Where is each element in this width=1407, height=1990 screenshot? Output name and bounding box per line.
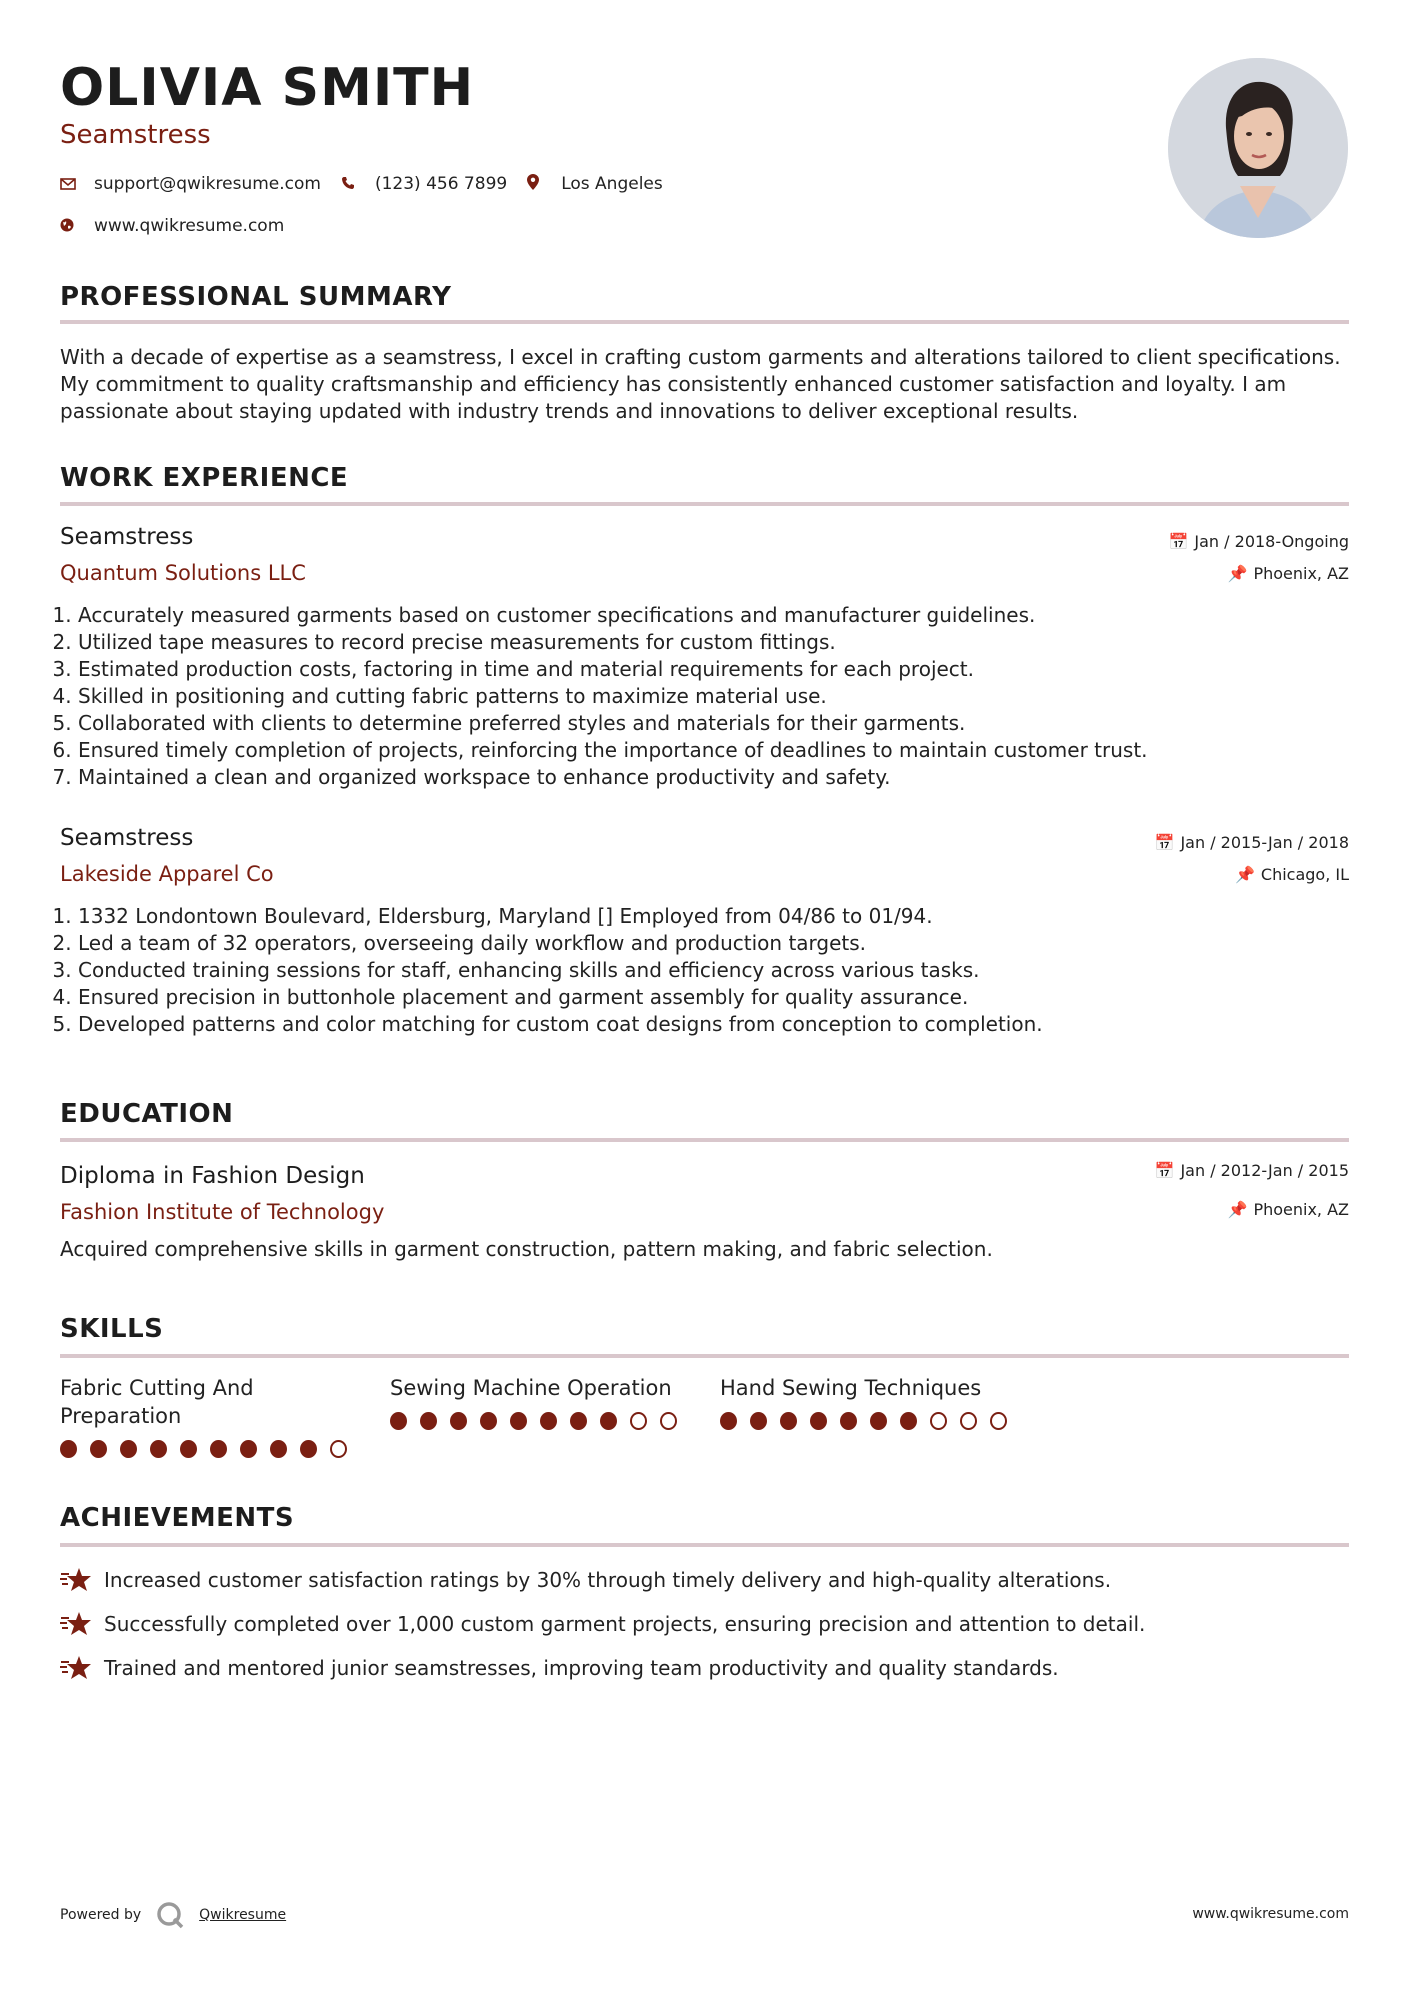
achievement-text: Increased customer satisfaction ratings by 30% through timely delivery and high-quality alterations.: [104, 1568, 1112, 1592]
rating-dot-filled: [420, 1412, 437, 1430]
list-item: 1. Accurately measured garments based on customer specifications and manufacturer guidelines.: [78, 602, 1348, 629]
rating-dot-filled: [720, 1412, 737, 1430]
education-description: Acquired comprehensive skills in garment construction, pattern making, and fabric selection.: [60, 1237, 993, 1261]
email-link[interactable]: support@qwikresume.com: [94, 174, 321, 194]
skill-name: Fabric Cutting And Preparation: [60, 1376, 254, 1428]
job-title: Seamstress: [60, 524, 194, 550]
rating-dot-filled: [270, 1440, 287, 1458]
job-dates-text: Jan / 2015-Jan / 2018: [1180, 833, 1349, 852]
rating-dot-filled: [150, 1440, 167, 1458]
section-divider: [60, 1354, 1349, 1358]
pushpin-icon: 📌: [1234, 865, 1255, 884]
list-item: 5. Developed patterns and color matching for custom coat designs from conception to completion.: [78, 1011, 1348, 1038]
list-item: 2. Utilized tape measures to record precise measurements for custom fittings.: [78, 629, 1348, 656]
list-item: 1. 1332 Londontown Boulevard, Eldersburg, Maryland [] Employed from 04/86 to 01/94.: [78, 903, 1348, 930]
job-location-text: Phoenix, AZ: [1253, 564, 1349, 583]
rating-dot-empty: [630, 1412, 647, 1430]
skill-rating: [720, 1412, 1020, 1430]
qwikresume-logo-icon: [155, 1900, 185, 1930]
calendar-icon: 📅: [1154, 1161, 1175, 1180]
rating-dot-filled: [810, 1412, 827, 1430]
achievement-text: Successfully completed over 1,000 custom garment projects, ensuring precision and attention to detail.: [104, 1612, 1146, 1636]
pushpin-icon: 📌: [1227, 564, 1248, 583]
list-item: 4. Skilled in positioning and cutting fabric patterns to maximize material use.: [78, 683, 1348, 710]
experience-heading: WORK EXPERIENCE: [60, 463, 349, 493]
location-text: Los Angeles: [561, 174, 663, 194]
job-location: [1228, 564, 1349, 583]
pushpin-icon: 📌: [1227, 1200, 1248, 1219]
achievement-item: [60, 1654, 1059, 1682]
footer: [60, 1900, 286, 1930]
rating-dot-filled: [510, 1412, 527, 1430]
candidate-role: Seamstress: [60, 120, 211, 150]
footer-website-link[interactable]: www.qwikresume.com: [1192, 1906, 1349, 1922]
education-heading: EDUCATION: [60, 1099, 234, 1129]
star-icon: [60, 1654, 92, 1682]
list-item: 3. Estimated production costs, factoring in time and material requirements for each project.: [78, 656, 1348, 683]
degree-title: Diploma in Fashion Design: [60, 1163, 365, 1189]
skill-rating: [390, 1412, 690, 1430]
powered-by-label: Powered by: [60, 1907, 142, 1923]
profile-photo: [1168, 58, 1348, 238]
rating-dot-filled: [540, 1412, 557, 1430]
rating-dot-filled: [870, 1412, 887, 1430]
achievement-item: [60, 1610, 1145, 1638]
website-link[interactable]: www.qwikresume.com: [94, 216, 285, 236]
rating-dot-filled: [900, 1412, 917, 1430]
rating-dot-empty: [990, 1412, 1007, 1430]
qwikresume-link[interactable]: Qwikresume: [199, 1907, 287, 1923]
star-icon: [60, 1610, 92, 1638]
summary-heading: PROFESSIONAL SUMMARY: [60, 282, 452, 312]
map-pin-icon: [527, 174, 549, 194]
star-icon: [60, 1566, 92, 1594]
phone-number: (123) 456 7899: [374, 174, 508, 194]
list-item: 7. Maintained a clean and organized workspace to enhance productivity and safety.: [78, 764, 1348, 791]
skill-item: [390, 1374, 690, 1430]
skill-rating: [60, 1440, 360, 1458]
resume-page: [60, 0, 1349, 1990]
rating-dot-filled: [750, 1412, 767, 1430]
phone-icon: [341, 175, 363, 194]
skill-item: [60, 1374, 360, 1458]
rating-dot-filled: [300, 1440, 317, 1458]
rating-dot-filled: [780, 1412, 797, 1430]
summary-text: With a decade of expertise as a seamstress, I excel in crafting custom garments and alterations tailored to client specifications. My commitment to quality craftsmanship and efficiency has consistently enhanced customer satisfaction and loyalty. I am passionate about staying updated with industry trends and innovations to deliver exceptional results.: [60, 345, 1341, 423]
skill-name: Hand Sewing Techniques: [720, 1376, 982, 1400]
rating-dot-empty: [330, 1440, 347, 1458]
list-item: 5. Collaborated with clients to determine preferred styles and materials for their garments.: [78, 710, 1348, 737]
envelope-icon: [60, 175, 82, 194]
contact-row-1: [60, 174, 683, 194]
list-item: 4. Ensured precision in buttonhole placement and garment assembly for quality assurance.: [78, 984, 1348, 1011]
job-company: Quantum Solutions LLC: [60, 561, 306, 585]
job-dates-text: Jan / 2018-Ongoing: [1194, 532, 1349, 551]
calendar-icon: 📅: [1168, 532, 1189, 551]
job-dates: [1155, 833, 1349, 852]
education-dates: [1155, 1161, 1349, 1180]
skill-item: [720, 1374, 1020, 1430]
rating-dot-empty: [960, 1412, 977, 1430]
rating-dot-filled: [180, 1440, 197, 1458]
list-item: 6. Ensured timely completion of projects, reinforcing the importance of deadlines to maintain customer trust.: [78, 737, 1348, 764]
job-responsibilities: [60, 602, 1348, 791]
globe-icon: [60, 217, 82, 236]
candidate-name: OLIVIA SMITH: [60, 58, 475, 118]
rating-dot-filled: [840, 1412, 857, 1430]
skills-heading: SKILLS: [60, 1314, 164, 1344]
achievements-heading: ACHIEVEMENTS: [60, 1503, 295, 1533]
rating-dot-filled: [120, 1440, 137, 1458]
job-title: Seamstress: [60, 825, 194, 851]
rating-dot-filled: [240, 1440, 257, 1458]
education-dates-text: Jan / 2012-Jan / 2015: [1180, 1161, 1349, 1180]
achievement-text: Trained and mentored junior seamstresses, improving team productivity and quality standards.: [104, 1656, 1059, 1680]
school-name: Fashion Institute of Technology: [60, 1200, 385, 1224]
rating-dot-filled: [570, 1412, 587, 1430]
job-location: [1235, 865, 1349, 884]
rating-dot-empty: [930, 1412, 947, 1430]
list-item: 2. Led a team of 32 operators, overseeing daily workflow and production targets.: [78, 930, 1348, 957]
section-divider: [60, 320, 1349, 324]
job-location-text: Chicago, IL: [1260, 865, 1349, 884]
rating-dot-filled: [600, 1412, 617, 1430]
rating-dot-filled: [450, 1412, 467, 1430]
section-divider: [60, 1138, 1349, 1142]
rating-dot-filled: [90, 1440, 107, 1458]
list-item: 3. Conducted training sessions for staff, enhancing skills and efficiency across various tasks.: [78, 957, 1348, 984]
rating-dot-filled: [210, 1440, 227, 1458]
rating-dot-empty: [660, 1412, 677, 1430]
contact-row-2: [60, 216, 304, 236]
calendar-icon: 📅: [1154, 833, 1175, 852]
section-divider: [60, 1543, 1349, 1547]
skill-name: Sewing Machine Operation: [390, 1376, 672, 1400]
education-location: [1228, 1200, 1349, 1219]
rating-dot-filled: [390, 1412, 407, 1430]
job-company: Lakeside Apparel Co: [60, 862, 274, 886]
job-dates: [1168, 532, 1349, 551]
rating-dot-filled: [480, 1412, 497, 1430]
section-divider: [60, 502, 1349, 506]
rating-dot-filled: [60, 1440, 77, 1458]
job-responsibilities: [60, 903, 1348, 1038]
achievement-item: [60, 1566, 1111, 1594]
education-location-text: Phoenix, AZ: [1253, 1200, 1349, 1219]
